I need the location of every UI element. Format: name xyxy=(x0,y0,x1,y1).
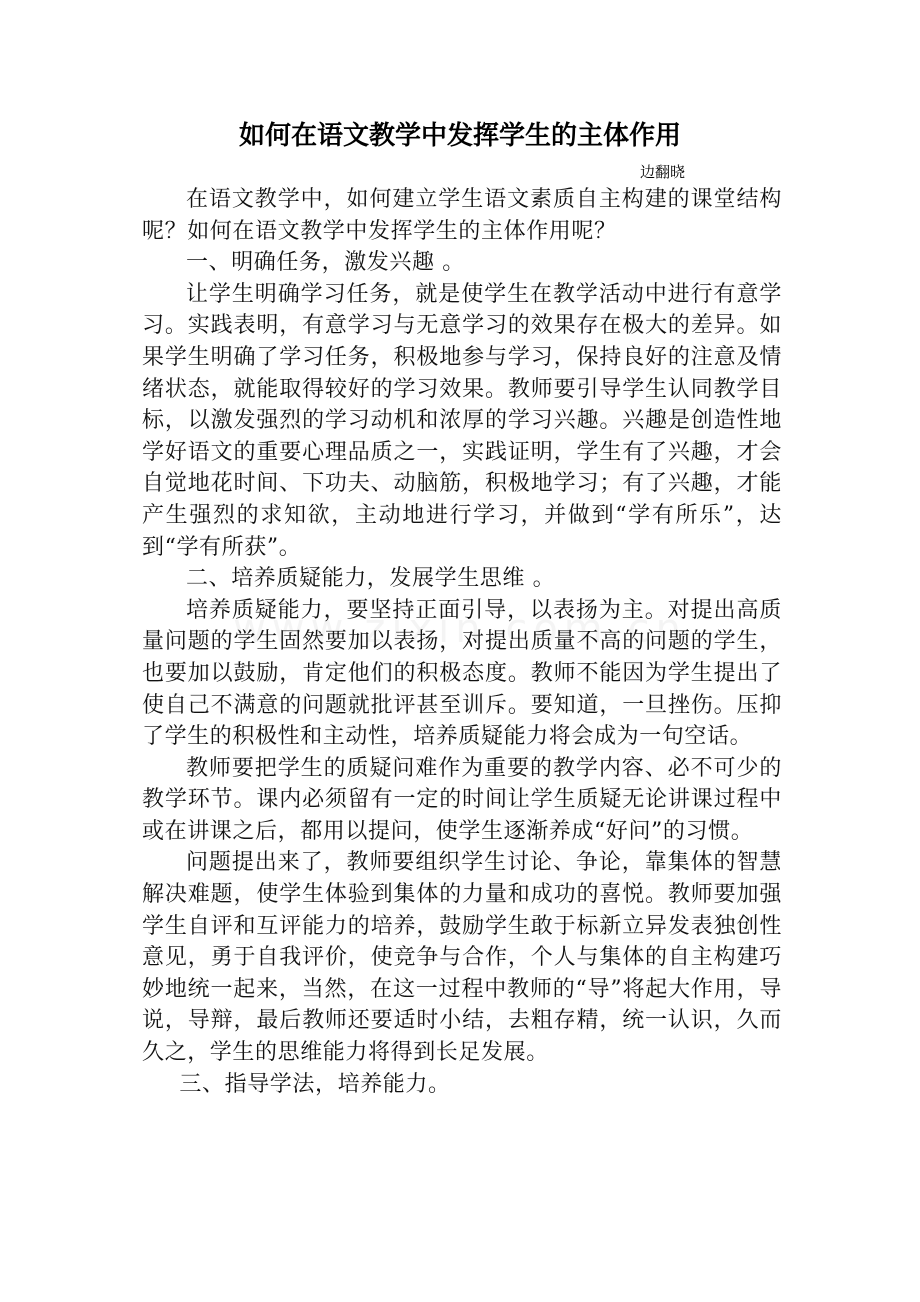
body-paragraph: 教师要把学生的质疑问难作为重要的教学内容、必不可少的教学环节。课内必须留有一定的时间让学生质疑无论讲课过程中或在讲课之后，都用以提问，使学生逐渐养成“好问”的习惯。 xyxy=(142,755,782,844)
section-heading-1: 一、明确任务，激发兴趣 。 xyxy=(186,250,465,276)
section-heading-2: 二、培养质疑能力，发展学生思维 。 xyxy=(186,566,556,592)
body-paragraph: 培养质疑能力，要坚持正面引导，以表扬为主。对提出高质量问题的学生固然要加以表扬，对提出质量不高的问题的学生，也要加以鼓励，肯定他们的积极态度。教师不能因为学生提出了使自己不满意的问题就批评甚至训斥。要知道，一旦挫伤。压抑了学生的积极性和主动性，培养质疑能力将会成为一句空话。 xyxy=(142,597,782,750)
body-paragraph: 问题提出来了，教师要组织学生讨论、争论，靠集体的智慧解决难题，使学生体验到集体的力量和成功的喜悦。教师要加强学生自评和互评能力的培养，鼓励学生敢于标新立异发表独创性意见，勇于自我评价，使竞争与合作，个人与集体的自主构建巧妙地统一起来，当然，在这一过程中教师的“导”将起大作用，导说，导辩，最后教师还要适时小结，去粗存精，统一认识，久而久之，学生的思维能力将得到长足发展。 xyxy=(142,850,782,1066)
page-title: 如何在语文教学中发挥学生的主体作用 xyxy=(238,121,681,151)
body-paragraph: 让学生明确学习任务，就是使学生在教学活动中进行有意学习。实践表明，有意学习与无意学习的效果存在极大的差异。如果学生明确了学习任务，积极地参与学习，保持良好的注意及情绪状态，就能取得较好的学习效果。教师要引导学生认同教学目标，以激发强烈的学习动机和浓厚的学习兴趣。兴趣是创造性地学好语文的重要心理品质之一，实践证明，学生有了兴趣，才会自觉地花时间、下功夫、动脑筋，积极地学习；有了兴趣，才能产生强烈的求知欲，主动地进行学习，并做到“学有所乐”，达到“学有所获”。 xyxy=(142,281,782,560)
document-body xyxy=(142,184,782,1100)
author-name: 边翻晓 xyxy=(640,163,686,181)
intro-paragraph: 在语文教学中，如何建立学生语文素质自主构建的课堂结构呢？如何在语文教学中发挥学生的主体作用呢？ xyxy=(142,187,782,244)
section-heading-3: 三、指导学法，培养能力。 xyxy=(179,1071,451,1097)
